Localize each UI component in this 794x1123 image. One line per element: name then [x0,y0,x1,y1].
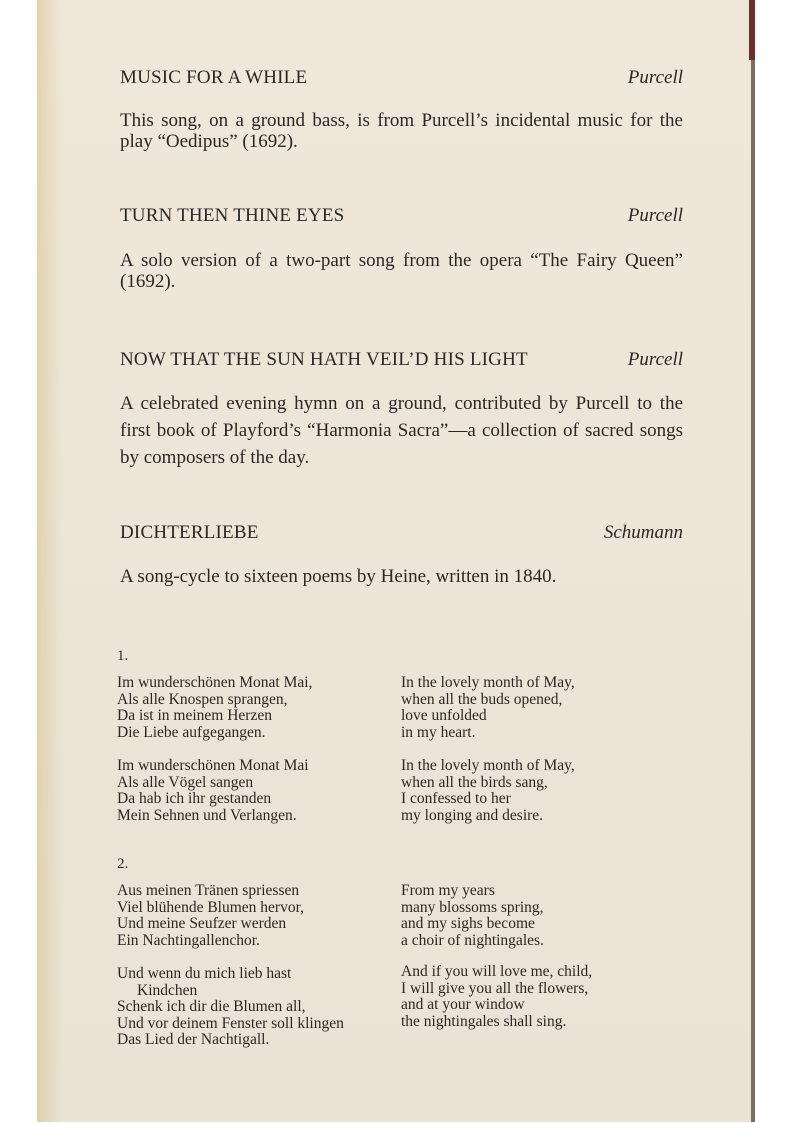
lyric-line: when all the buds opened, [401,690,563,708]
piece-title: MUSIC FOR A WHILE [120,67,308,88]
german-stanza [117,966,344,1049]
song-number: 1. [117,648,129,664]
piece-title: DICHTERLIEBE [120,522,259,543]
lyric-line: Mein Sehnen und Verlangen. [117,806,297,824]
lyric-line: many blossoms spring, [401,898,544,916]
composer-name: Purcell [627,67,683,88]
lyric-line: I confessed to her [401,790,511,808]
piece-description: A solo version of a two-part song from the opera “The Fairy Queen” (1692). [120,250,683,292]
lyric-line: a choir of nightingales. [401,931,544,949]
lyric-line: In the lovely month of May, [401,757,575,774]
programme-item-dichterliebe [120,522,683,587]
programme-item-turn-then-thine-eyes [120,205,683,292]
lyric-line: my longing and desire. [401,806,544,824]
german-stanza [117,675,312,741]
programme-page [37,0,755,1122]
lyric-line: in my heart. [401,723,476,741]
lyric-line: Und vor deinem Fenster soll klingen [117,1014,344,1032]
lyric-line: Da ist in meinem Herzen [117,707,272,725]
composer-name: Schumann [603,522,683,543]
english-stanza [401,758,575,824]
page-edge-shadow [37,0,63,1122]
english-stanza [401,883,544,949]
lyric-line: Im wunderschönen Monat Mai, [117,674,313,691]
english-stanza [401,964,592,1030]
composer-name: Purcell [627,205,683,226]
lyric-line: Und meine Seufzer werden [117,915,287,933]
german-stanza [117,883,304,949]
lyric-line: and my sighs become [401,915,535,933]
piece-title: NOW THAT THE SUN HATH VEIL’D HIS LIGHT [120,349,528,370]
piece-description: This song, on a ground bass, is from Purcell’s incidental music for the play “Oedipus” (1692). [120,110,683,152]
lyric-line: From my years [401,882,495,899]
lyric-line: Als alle Knospen sprangen, [117,690,288,708]
lyric-line: And if you will love me, child, [401,963,593,980]
piece-description: A celebrated evening hymn on a ground, contributed by Purcell to the first book of Playford’s “Harmonia Sacra”—a collection of sacred songs by composers of the day. [120,393,683,468]
german-stanza [117,758,309,824]
lyric-line: and at your window [401,996,525,1014]
page-edge-right [751,0,755,1122]
lyric-line: Als alle Vögel sangen [117,773,254,791]
lyric-line: Schenk ich dir die Blumen all, [117,998,306,1016]
lyric-line: love unfolded [401,707,487,725]
lyric-line: Das Lied der Nachtigall. [117,1031,270,1049]
song-number: 2. [117,856,129,872]
lyric-line: Ein Nachtingallenchor. [117,931,260,949]
lyric-line: Viel blühende Blumen hervor, [117,898,304,916]
lyric-line: I will give you all the flowers, [401,979,589,997]
programme-item-now-that-the-sun [120,349,683,471]
lyric-line: Die Liebe aufgegangen. [117,723,266,741]
lyric-line: In the lovely month of May, [401,674,575,691]
english-stanza [401,675,575,741]
lyric-line: Im wunderschönen Monat Mai [117,757,309,774]
programme-item-music-for-a-while [120,67,683,152]
piece-description: A song-cycle to sixteen poems by Heine, written in 1840. [120,566,557,587]
page-edge-corner [749,0,755,60]
piece-title: TURN THEN THINE EYES [120,205,345,226]
lyric-line: Da hab ich ihr gestanden [117,790,272,808]
lyric-line: when all the birds sang, [401,773,548,791]
lyric-line: Aus meinen Tränen spriessen [117,882,300,899]
lyric-line: the nightingales shall sing. [401,1012,567,1030]
lyric-line: Kindchen [137,981,198,999]
lyric-line: Und wenn du mich lieb hast [117,965,292,982]
composer-name: Purcell [627,349,683,370]
